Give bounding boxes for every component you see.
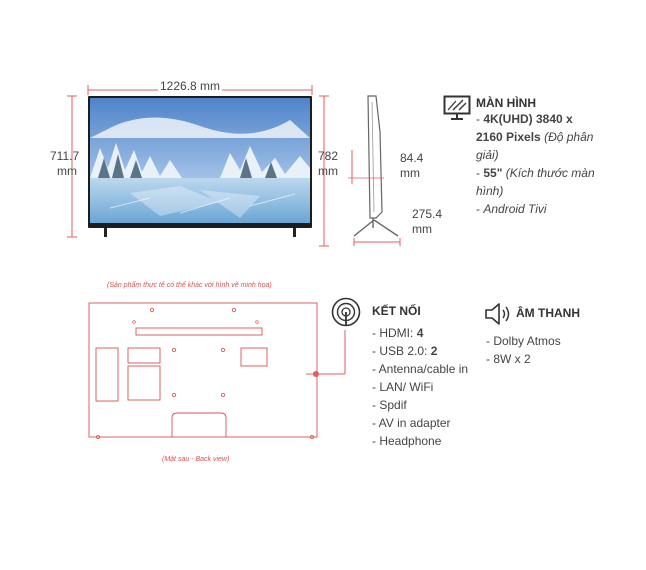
stand-depth-value: 275.4 bbox=[412, 207, 443, 221]
winter-landscape-image bbox=[90, 98, 310, 223]
stand-depth-unit: mm bbox=[412, 222, 432, 236]
tv-stand-left bbox=[104, 228, 107, 237]
depth-unit: mm bbox=[400, 166, 420, 180]
tv-front-image bbox=[88, 96, 312, 228]
screen-size-line-2: hình) bbox=[476, 184, 504, 198]
height-with-stand-unit: mm bbox=[318, 164, 338, 178]
monitor-icon bbox=[443, 95, 471, 121]
list-item: - LAN/ WiFi bbox=[372, 380, 434, 394]
list-item: - Antenna/cable in bbox=[372, 362, 469, 376]
wireless-icon bbox=[331, 297, 361, 327]
depth-value: 84.4 bbox=[400, 151, 424, 165]
resolution-line-1: - 4K(UHD) 3840 x bbox=[476, 112, 573, 126]
screen-size-line-1: - 55" (Kích thước màn bbox=[476, 166, 595, 180]
list-item: - Dolby Atmos bbox=[486, 334, 561, 348]
tv-stand-right bbox=[293, 228, 296, 237]
screen-section-title: MÀN HÌNH bbox=[476, 96, 536, 110]
list-item: - Spdif bbox=[372, 398, 407, 412]
connections-list bbox=[372, 324, 468, 450]
illustration-disclaimer: (Sản phẩm thực tế có thể khác với hình vẽ minh họa) bbox=[107, 282, 272, 289]
sound-list bbox=[486, 332, 561, 368]
tv-back-view bbox=[84, 300, 324, 445]
screen-specs bbox=[476, 110, 626, 218]
width-dimension: 1226.8 mm bbox=[160, 79, 221, 93]
resolution-line-2: 2160 Pixels (Độ phân bbox=[476, 130, 594, 144]
list-item: - USB 2.0: 2 bbox=[372, 344, 438, 358]
back-view-caption: (Mặt sau - Back view) bbox=[162, 456, 230, 463]
resolution-line-3: giải) bbox=[476, 148, 499, 162]
speaker-icon bbox=[483, 302, 513, 326]
height-dimension-unit: mm bbox=[57, 164, 77, 178]
list-item: - HDMI: 4 bbox=[372, 326, 424, 340]
connections-section-title: KẾT NỐI bbox=[372, 304, 421, 318]
list-item: - 8W x 2 bbox=[486, 352, 531, 366]
height-dimension-value: 711.7 bbox=[50, 149, 80, 163]
height-with-stand-value: 782 bbox=[318, 149, 339, 163]
list-item: - AV in adapter bbox=[372, 416, 451, 430]
sound-section-title: ÂM THANH bbox=[516, 306, 580, 320]
list-item: - Headphone bbox=[372, 434, 442, 448]
os-line: - Android Tivi bbox=[476, 202, 547, 216]
